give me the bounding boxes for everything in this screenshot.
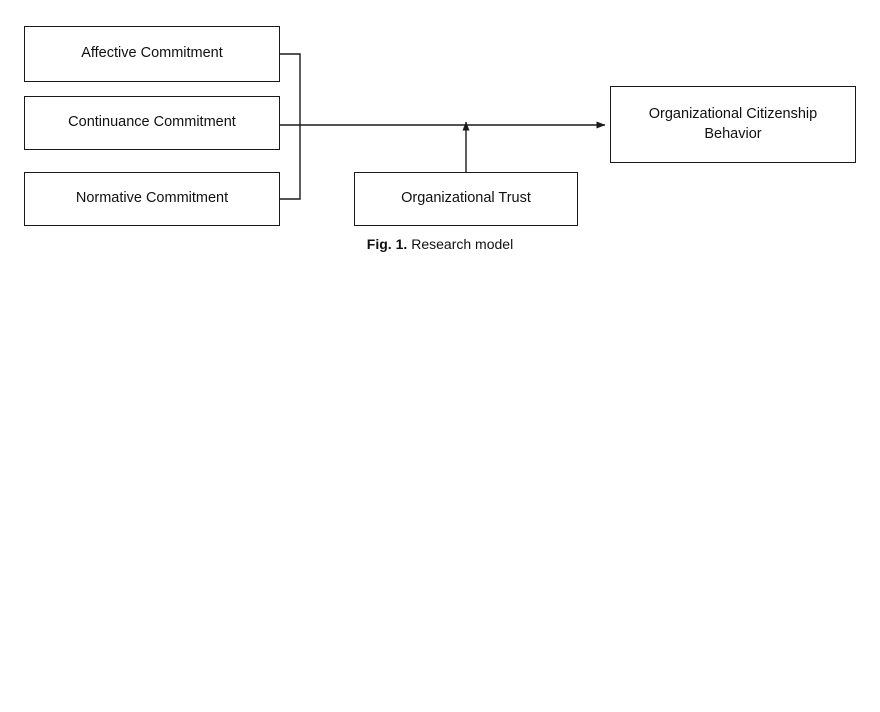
node-affective-commitment [24,26,280,82]
node-continuance-commitment [24,96,280,150]
figure-caption [24,236,856,252]
commitment-bracket [280,54,300,199]
node-normative-commitment-label: Normative Commitment [75,190,229,207]
node-organizational-trust [354,172,578,226]
node-normative-commitment [24,172,280,226]
node-organizational-trust-label: Organizational Trust [401,190,531,207]
node-organizational-citizenship-behavior [610,86,856,163]
node-organizational-citizenship-behavior-label: Organizational Citizenship Behavior [648,105,818,142]
figure-caption-text: Research model [411,236,514,252]
node-affective-commitment-label: Affective Commitment [81,45,223,62]
node-continuance-commitment-label: Continuance Commitment [68,114,236,131]
figure-caption-label: Fig. 1. [366,236,408,252]
